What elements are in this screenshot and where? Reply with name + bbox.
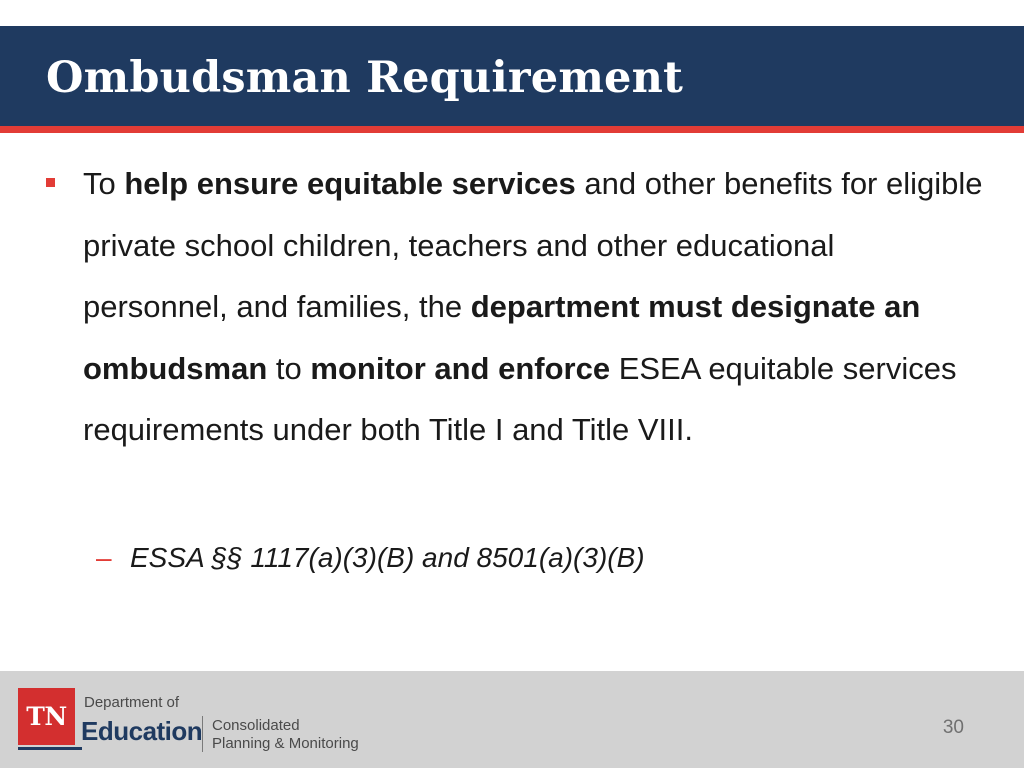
bullet-square-icon [46,178,55,187]
bullet-bold-phrase: department must designate an ombudsman [83,289,921,386]
bullet-text-segment: ESEA equitable services requirements under both Title I and Title VIII. [83,350,957,447]
logo-office-line2: Planning & Monitoring [212,735,359,752]
dash-icon: – [96,542,112,573]
citation-text: ESSA §§ 1117(a)(3)(B) and 8501(a)(3)(B) [130,542,645,573]
bullet-text-segment: to [267,350,311,386]
bullet-bold-phrase: monitor and enforce [310,350,611,386]
bullet-text [83,153,983,461]
slide-title: Ombudsman Requirement [46,53,684,103]
bullet-text-segment: To [83,166,125,201]
logo-divider [202,716,203,752]
logo-office-line1: Consolidated [212,717,300,734]
logo-underline [18,747,82,750]
page-number: 30 [942,717,964,738]
sub-bullet [96,536,645,580]
tn-education-logo [18,688,368,752]
logo-dept-line1: Department of [84,694,180,711]
bullet-text-segment: and other benefits for eligible private school children, teachers and other educational personnel, and families, the [83,166,983,324]
bullet-bold-phrase: help ensure equitable services [124,166,576,201]
title-accent-stripe [0,126,1024,133]
logo-dept-line2: Education [81,716,203,746]
tn-badge-icon: TN [18,688,75,745]
